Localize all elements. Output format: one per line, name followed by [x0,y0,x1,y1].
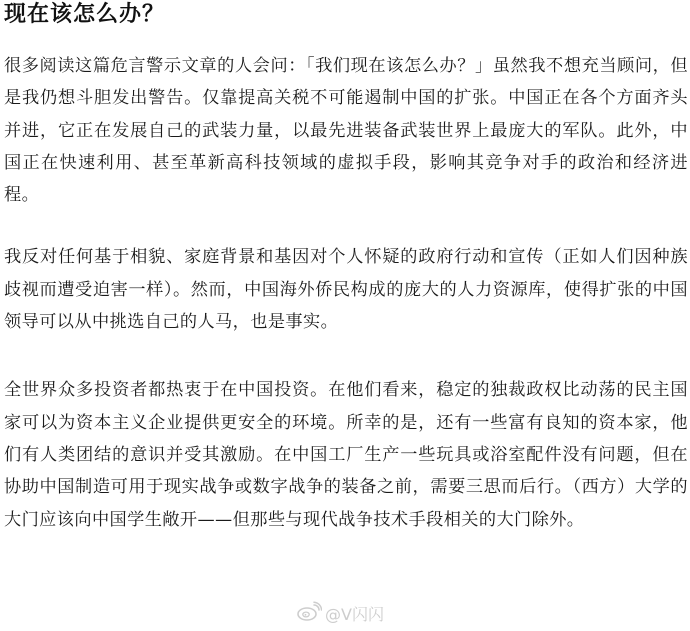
paragraph-2: 我反对任何基于相貌、家庭背景和基因对个人怀疑的政府行动和宣传（正如人们因种族歧视而遭受迫害一样）。然而，中国海外侨民构成的庞大的人力资源库，使得扩张的中国领导可以从中挑选自己的人马，也是事实。 [4,247,688,333]
paragraph-1: 很多阅读这篇危言警示文章的人会问：「我们现在该怎么办？」虽然我不想充当顾问，但是我仍想斗胆发出警告。仅靠提高关税不可能遏制中国的扩张。中国正在各个方面齐头并进，它正在发展自己的武装力量，以最先进装备武装世界上最庞大的军队。此外，中国正在快速利用、甚至革新高科技领域的虚拟手段，影响其竞争对手的政治和经济进程。 [4,56,688,206]
article-heading: 现在该怎么办？ [4,2,166,27]
article [4,0,688,536]
weibo-icon [296,601,325,625]
watermark-text: @V闪闪 [325,604,384,624]
paragraph-3: 全世界众多投资者都热衷于在中国投资。在他们看来，稳定的独裁政权比动荡的民主国家可以为资本主义企业提供更安全的环境。所幸的是，还有一些富有良知的资本家，他们有人类团结的意识并受其激励。在中国工厂生产一些玩具或浴室配件没有问题，但在协助中国制造可用于现实战争或数字战争的装备之前，需要三思而后行。（西方）大学的大门应该向中国学生敞开——但那些与现代战争技术手段相关的大门除外。 [4,380,688,530]
watermark [296,600,384,626]
